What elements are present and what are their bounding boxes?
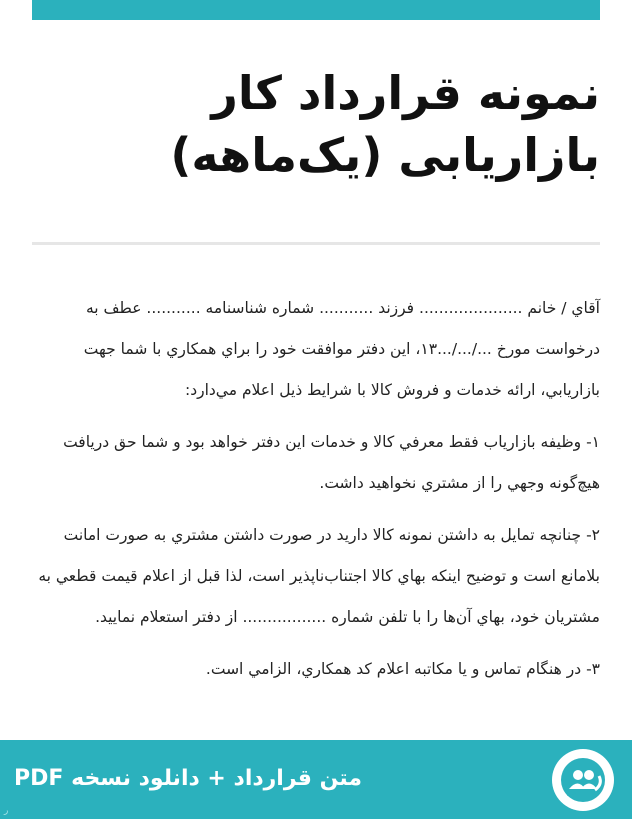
page-title [32, 62, 600, 186]
paragraph-clause-3: ۳- در هنگام تماس و يا مكاتبه اعلام كد همكاري، الزامي است. [205, 660, 600, 678]
contract-body [32, 288, 600, 701]
title-divider [32, 242, 600, 245]
download-banner-text[interactable]: متن قرارداد + دانلود نسخه PDF [14, 766, 362, 791]
people-chat-icon-graphic [559, 756, 607, 804]
people-chat-icon[interactable] [552, 749, 614, 811]
title-line-2: بازاریابی (یک‌ماهه) [170, 128, 600, 182]
corner-mark: ر [4, 806, 9, 816]
top-accent-bar [32, 0, 600, 20]
paragraph-clause-1: ۱- وظيفه بازارياب فقط معرفي كالا و خدمات اين دفتر خواهد بود و شما حق دريافت هيچ‌گونه وجهي را از مشتري نخواهيد داشت. [63, 433, 600, 492]
download-banner[interactable] [0, 740, 632, 819]
title-line-1: نمونه قرارداد کار [211, 66, 600, 120]
paragraph-clause-2: ۲- چنانچه تمايل به داشتن نمونه كالا داريد در صورت داشتن مشتري به صورت امانت بلامانع است و توضيح اينكه بهاي كالا اجتناب‌ناپذير است، لذا قبل از اعلام قيمت قطعي به مشتريان خود، بهاي آن‌ها را با تلفن شماره ................. از دفتر استعلام نماييد. [38, 526, 600, 626]
paragraph-intro: آقاي / خانم ..................... فرزند ........... شماره شناسنامه ........... عطف به درخواست مورخ .../.../...۱۳، این دفتر موافقت خود را براي همكاري با شما جهت بازاريابي، ارائه خدمات و فروش كالا با شرايط ذيل اعلام مي‌دارد: [83, 299, 600, 399]
